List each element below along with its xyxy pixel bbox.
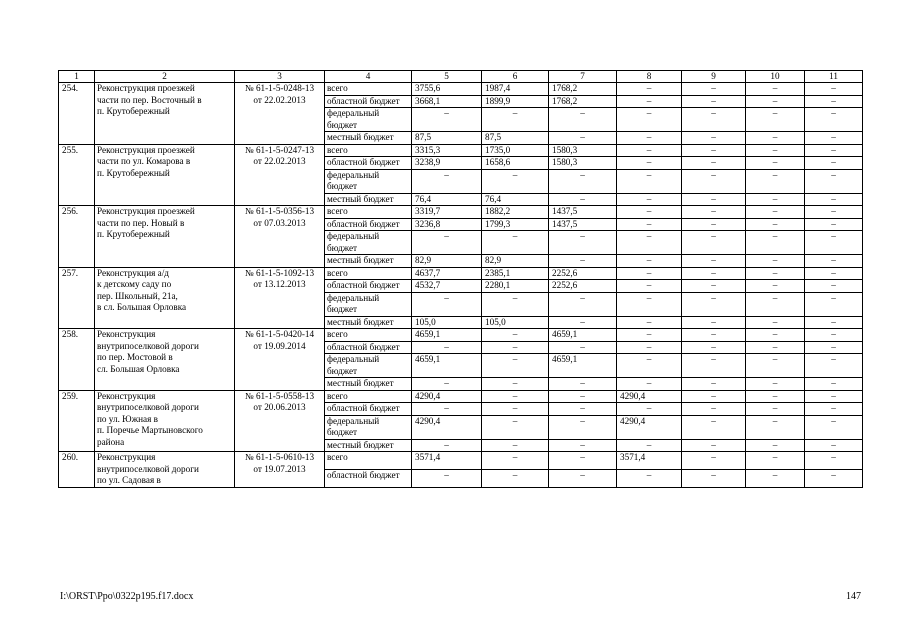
amount-cell: – <box>746 267 805 280</box>
amount-cell: – <box>549 108 617 132</box>
amount-cell: – <box>682 255 746 268</box>
amount-cell: – <box>746 83 805 96</box>
column-header-10: 10 <box>746 71 805 83</box>
amount-cell: 4659,1 <box>412 329 482 342</box>
amount-cell: 4659,1 <box>549 354 617 378</box>
amount-cell: 2252,6 <box>549 280 617 293</box>
object-number: 260. <box>59 452 95 488</box>
amount-cell: – <box>412 378 482 391</box>
table-row <box>59 329 863 342</box>
amount-cell: – <box>412 469 482 487</box>
amount-cell: – <box>549 231 617 255</box>
amount-cell: 4290,4 <box>412 415 482 439</box>
funding-source: федеральный бюджет <box>325 108 412 132</box>
amount-cell: – <box>682 403 746 416</box>
amount-cell: – <box>549 193 617 206</box>
amount-cell: 4290,4 <box>617 415 682 439</box>
amount-cell: – <box>805 95 863 108</box>
funding-source: федеральный бюджет <box>325 231 412 255</box>
amount-cell: – <box>682 144 746 157</box>
amount-cell: – <box>746 132 805 145</box>
column-header-8: 8 <box>617 71 682 83</box>
amount-cell: 82,9 <box>482 255 549 268</box>
amount-cell: – <box>746 280 805 293</box>
amount-cell: 1768,2 <box>549 95 617 108</box>
amount-cell: – <box>549 378 617 391</box>
object-number: 254. <box>59 83 95 145</box>
page-number: 147 <box>846 591 861 602</box>
amount-cell: – <box>482 378 549 391</box>
object-name: Реконструкция а/д к детскому саду по пер. Школьный, 21а, в сл. Большая Орловка <box>95 267 235 329</box>
funding-source: местный бюджет <box>325 378 412 391</box>
amount-cell: 3571,4 <box>617 452 682 470</box>
amount-cell: – <box>805 329 863 342</box>
amount-cell: – <box>805 292 863 316</box>
amount-cell: – <box>805 255 863 268</box>
amount-cell: – <box>617 403 682 416</box>
amount-cell: 105,0 <box>482 316 549 329</box>
funding-source: областной бюджет <box>325 469 412 487</box>
amount-cell: – <box>805 452 863 470</box>
amount-cell: – <box>682 469 746 487</box>
funding-source: областной бюджет <box>325 341 412 354</box>
amount-cell: 76,4 <box>412 193 482 206</box>
amount-cell: – <box>549 415 617 439</box>
amount-cell: – <box>805 193 863 206</box>
expertise-document: № 61-1-5-0356-13 от 07.03.2013 <box>235 206 325 268</box>
amount-cell: – <box>682 316 746 329</box>
amount-cell: – <box>805 390 863 403</box>
amount-cell: – <box>549 390 617 403</box>
amount-cell: – <box>682 157 746 170</box>
amount-cell: 4659,1 <box>412 354 482 378</box>
amount-cell: – <box>549 255 617 268</box>
amount-cell: 1437,5 <box>549 218 617 231</box>
amount-cell: – <box>682 231 746 255</box>
column-number-row <box>59 71 863 83</box>
amount-cell: – <box>746 329 805 342</box>
amount-cell: 2280,1 <box>482 280 549 293</box>
amount-cell: – <box>549 452 617 470</box>
amount-cell: – <box>617 316 682 329</box>
amount-cell: – <box>617 95 682 108</box>
amount-cell: – <box>617 206 682 219</box>
amount-cell: – <box>412 169 482 193</box>
expertise-document: № 61-1-5-0248-13 от 22.02.2013 <box>235 83 325 145</box>
amount-cell: – <box>549 132 617 145</box>
amount-cell: – <box>617 218 682 231</box>
amount-cell: 3668,1 <box>412 95 482 108</box>
amount-cell: – <box>682 206 746 219</box>
amount-cell: – <box>617 341 682 354</box>
table-row <box>59 390 863 403</box>
funding-source: местный бюджет <box>325 193 412 206</box>
column-header-1: 1 <box>59 71 95 83</box>
amount-cell: 3319,7 <box>412 206 482 219</box>
amount-cell: – <box>617 469 682 487</box>
amount-cell: – <box>549 169 617 193</box>
amount-cell: 1580,3 <box>549 157 617 170</box>
amount-cell: – <box>617 132 682 145</box>
amount-cell: 4637,7 <box>412 267 482 280</box>
amount-cell: – <box>482 439 549 452</box>
amount-cell: – <box>617 280 682 293</box>
amount-cell: – <box>746 354 805 378</box>
amount-cell: – <box>412 108 482 132</box>
funding-source: всего <box>325 329 412 342</box>
amount-cell: – <box>412 292 482 316</box>
object-name: Реконструкция проезжей части по пер. Новый в п. Крутобережный <box>95 206 235 268</box>
amount-cell: 3571,4 <box>412 452 482 470</box>
amount-cell: 4290,4 <box>617 390 682 403</box>
amount-cell: 1882,2 <box>482 206 549 219</box>
column-header-3: 3 <box>235 71 325 83</box>
amount-cell: 1768,2 <box>549 83 617 96</box>
amount-cell: – <box>682 132 746 145</box>
amount-cell: 1580,3 <box>549 144 617 157</box>
amount-cell: – <box>549 316 617 329</box>
expertise-document: № 61-1-5-0558-13 от 20.06.2013 <box>235 390 325 452</box>
document-path: I:\ORST\Ppo\0322p195.f17.docx <box>60 591 194 602</box>
column-header-6: 6 <box>482 71 549 83</box>
amount-cell: – <box>682 378 746 391</box>
funding-source: областной бюджет <box>325 403 412 416</box>
amount-cell: – <box>617 439 682 452</box>
amount-cell: – <box>549 469 617 487</box>
amount-cell: – <box>746 157 805 170</box>
funding-source: областной бюджет <box>325 157 412 170</box>
amount-cell: – <box>682 267 746 280</box>
funding-source: федеральный бюджет <box>325 169 412 193</box>
amount-cell: – <box>412 231 482 255</box>
column-header-4: 4 <box>325 71 412 83</box>
amount-cell: – <box>746 218 805 231</box>
amount-cell: – <box>805 218 863 231</box>
amount-cell: – <box>682 390 746 403</box>
amount-cell: – <box>617 292 682 316</box>
amount-cell: – <box>549 292 617 316</box>
amount-cell: – <box>805 469 863 487</box>
object-name: Реконструкция внутрипоселковой дороги по ул. Садовая в <box>95 452 235 488</box>
amount-cell: – <box>746 255 805 268</box>
amount-cell: – <box>746 144 805 157</box>
funding-source: федеральный бюджет <box>325 415 412 439</box>
funding-source: местный бюджет <box>325 439 412 452</box>
amount-cell: 4290,4 <box>412 390 482 403</box>
amount-cell: – <box>805 415 863 439</box>
object-number: 255. <box>59 144 95 206</box>
amount-cell: 76,4 <box>482 193 549 206</box>
amount-cell: – <box>682 95 746 108</box>
amount-cell: – <box>746 378 805 391</box>
table-row <box>59 83 863 96</box>
object-name: Реконструкция внутрипоселковой дороги по пер. Мостовой в сл. Большая Орловка <box>95 329 235 391</box>
amount-cell: – <box>805 108 863 132</box>
amount-cell: 87,5 <box>412 132 482 145</box>
funding-source: всего <box>325 206 412 219</box>
amount-cell: – <box>746 231 805 255</box>
expertise-document: № 61-1-5-0610-13 от 19.07.2013 <box>235 452 325 488</box>
funding-table <box>58 70 863 488</box>
amount-cell: – <box>482 403 549 416</box>
table-row <box>59 206 863 219</box>
amount-cell: – <box>482 390 549 403</box>
amount-cell: – <box>805 354 863 378</box>
amount-cell: – <box>746 169 805 193</box>
amount-cell: – <box>805 132 863 145</box>
amount-cell: – <box>617 83 682 96</box>
amount-cell: – <box>682 439 746 452</box>
amount-cell: – <box>617 169 682 193</box>
amount-cell: – <box>805 83 863 96</box>
amount-cell: – <box>482 231 549 255</box>
object-name: Реконструкция проезжей части по ул. Комарова в п. Крутобережный <box>95 144 235 206</box>
amount-cell: – <box>682 292 746 316</box>
amount-cell: – <box>482 329 549 342</box>
funding-source: областной бюджет <box>325 218 412 231</box>
amount-cell: – <box>482 469 549 487</box>
amount-cell: – <box>682 452 746 470</box>
column-header-7: 7 <box>549 71 617 83</box>
amount-cell: – <box>805 206 863 219</box>
amount-cell: – <box>617 378 682 391</box>
funding-source: всего <box>325 83 412 96</box>
expertise-document: № 61-1-5-0247-13 от 22.02.2013 <box>235 144 325 206</box>
funding-source: областной бюджет <box>325 280 412 293</box>
amount-cell: 1899,9 <box>482 95 549 108</box>
amount-cell: – <box>617 108 682 132</box>
amount-cell: 1658,6 <box>482 157 549 170</box>
amount-cell: – <box>746 341 805 354</box>
amount-cell: – <box>617 255 682 268</box>
amount-cell: – <box>746 95 805 108</box>
amount-cell: – <box>617 354 682 378</box>
column-header-5: 5 <box>412 71 482 83</box>
amount-cell: – <box>482 452 549 470</box>
amount-cell: – <box>805 231 863 255</box>
amount-cell: 3755,6 <box>412 83 482 96</box>
amount-cell: – <box>805 144 863 157</box>
table-row <box>59 452 863 470</box>
object-number: 259. <box>59 390 95 452</box>
amount-cell: 2252,6 <box>549 267 617 280</box>
table-row <box>59 267 863 280</box>
amount-cell: – <box>549 341 617 354</box>
funding-source: областной бюджет <box>325 95 412 108</box>
funding-source: всего <box>325 452 412 470</box>
amount-cell: – <box>805 439 863 452</box>
funding-source: федеральный бюджет <box>325 354 412 378</box>
amount-cell: – <box>805 403 863 416</box>
amount-cell: – <box>746 193 805 206</box>
table-row <box>59 144 863 157</box>
amount-cell: – <box>746 469 805 487</box>
amount-cell: 3238,9 <box>412 157 482 170</box>
amount-cell: – <box>746 206 805 219</box>
amount-cell: – <box>682 354 746 378</box>
amount-cell: 82,9 <box>412 255 482 268</box>
amount-cell: – <box>482 169 549 193</box>
amount-cell: – <box>805 378 863 391</box>
amount-cell: – <box>805 341 863 354</box>
amount-cell: – <box>617 231 682 255</box>
amount-cell: – <box>482 292 549 316</box>
object-number: 257. <box>59 267 95 329</box>
amount-cell: – <box>746 452 805 470</box>
amount-cell: – <box>805 267 863 280</box>
amount-cell: – <box>617 193 682 206</box>
amount-cell: – <box>617 329 682 342</box>
amount-cell: 1799,3 <box>482 218 549 231</box>
amount-cell: – <box>682 169 746 193</box>
amount-cell: – <box>412 439 482 452</box>
amount-cell: – <box>412 403 482 416</box>
object-name: Реконструкция проезжей части по пер. Восточный в п. Крутобережный <box>95 83 235 145</box>
amount-cell: – <box>682 415 746 439</box>
funding-source: всего <box>325 390 412 403</box>
expertise-document: № 61-1-5-0420-14 от 19.09.2014 <box>235 329 325 391</box>
funding-source: федеральный бюджет <box>325 292 412 316</box>
amount-cell: – <box>746 403 805 416</box>
object-name: Реконструкция внутрипоселковой дороги по ул. Южная в п. Поречье Мартыновского района <box>95 390 235 452</box>
amount-cell: 105,0 <box>412 316 482 329</box>
funding-source: всего <box>325 144 412 157</box>
amount-cell: – <box>549 403 617 416</box>
amount-cell: – <box>746 316 805 329</box>
amount-cell: – <box>746 292 805 316</box>
amount-cell: 3236,8 <box>412 218 482 231</box>
amount-cell: – <box>746 108 805 132</box>
funding-source: местный бюджет <box>325 255 412 268</box>
amount-cell: – <box>682 83 746 96</box>
amount-cell: – <box>805 280 863 293</box>
column-header-11: 11 <box>805 71 863 83</box>
amount-cell: – <box>805 316 863 329</box>
amount-cell: – <box>682 341 746 354</box>
amount-cell: – <box>746 390 805 403</box>
column-header-2: 2 <box>95 71 235 83</box>
amount-cell: – <box>482 415 549 439</box>
amount-cell: 2385,1 <box>482 267 549 280</box>
amount-cell: – <box>746 439 805 452</box>
amount-cell: – <box>805 157 863 170</box>
funding-source: местный бюджет <box>325 132 412 145</box>
amount-cell: – <box>617 267 682 280</box>
amount-cell: – <box>482 354 549 378</box>
amount-cell: 1437,5 <box>549 206 617 219</box>
amount-cell: 1735,0 <box>482 144 549 157</box>
amount-cell: 4659,1 <box>549 329 617 342</box>
amount-cell: – <box>682 193 746 206</box>
amount-cell: – <box>482 108 549 132</box>
funding-source: местный бюджет <box>325 316 412 329</box>
amount-cell: – <box>617 157 682 170</box>
amount-cell: – <box>482 341 549 354</box>
object-number: 256. <box>59 206 95 268</box>
expertise-document: № 61-1-5-1092-13 от 13.12.2013 <box>235 267 325 329</box>
column-header-9: 9 <box>682 71 746 83</box>
amount-cell: – <box>746 415 805 439</box>
amount-cell: – <box>682 280 746 293</box>
amount-cell: 87,5 <box>482 132 549 145</box>
amount-cell: – <box>617 144 682 157</box>
amount-cell: – <box>682 108 746 132</box>
object-number: 258. <box>59 329 95 391</box>
amount-cell: – <box>682 329 746 342</box>
amount-cell: – <box>682 218 746 231</box>
amount-cell: – <box>412 341 482 354</box>
amount-cell: 3315,3 <box>412 144 482 157</box>
amount-cell: – <box>805 169 863 193</box>
amount-cell: 4532,7 <box>412 280 482 293</box>
funding-source: всего <box>325 267 412 280</box>
amount-cell: 1987,4 <box>482 83 549 96</box>
amount-cell: – <box>549 439 617 452</box>
